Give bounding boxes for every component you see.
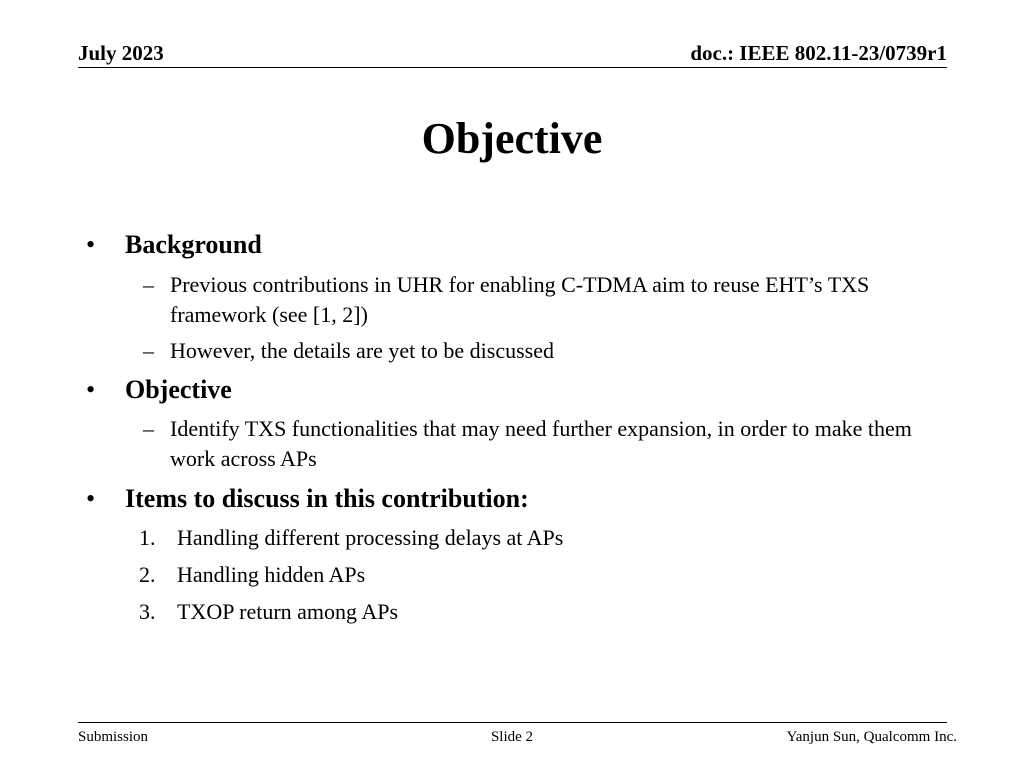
dash-icon: – <box>143 272 154 297</box>
dash-icon: – <box>143 338 154 363</box>
bullet-icon: • <box>86 375 96 404</box>
sub-item-text: Previous contributions in UHR for enabling C-TDMA aim to reuse EHT’s TXS framework (see [1, 2]) <box>170 272 870 327</box>
item-number: 3. <box>139 599 156 624</box>
bullet-icon: • <box>86 230 96 259</box>
bullet-heading: Items to discuss in this contribution: <box>125 484 529 513</box>
item-number: 2. <box>139 562 156 587</box>
header-date: July 2023 <box>78 41 164 65</box>
sub-item-text: However, the details are yet to be discussed <box>170 338 554 363</box>
bullet-heading: Objective <box>125 375 232 404</box>
item-text: Handling different processing delays at APs <box>177 525 564 550</box>
footer-divider <box>78 722 947 723</box>
item-number: 1. <box>139 525 156 550</box>
header-doc-id: doc.: IEEE 802.11-23/0739r1 <box>690 41 947 65</box>
sub-item-text: Identify TXS functionalities that may need further expansion, in order to make them work across APs <box>170 416 912 471</box>
bullet-heading: Background <box>125 230 262 259</box>
bullet-icon: • <box>86 484 96 513</box>
footer-slide-number: Slide 2 <box>490 729 534 745</box>
item-text: Handling hidden APs <box>177 562 366 587</box>
dash-icon: – <box>143 416 154 441</box>
item-text: TXOP return among APs <box>177 599 399 624</box>
footer-author: Yanjun Sun, Qualcomm Inc. <box>786 729 957 745</box>
footer-submission: Submission <box>78 729 149 745</box>
slide-title: Objective <box>421 114 603 163</box>
